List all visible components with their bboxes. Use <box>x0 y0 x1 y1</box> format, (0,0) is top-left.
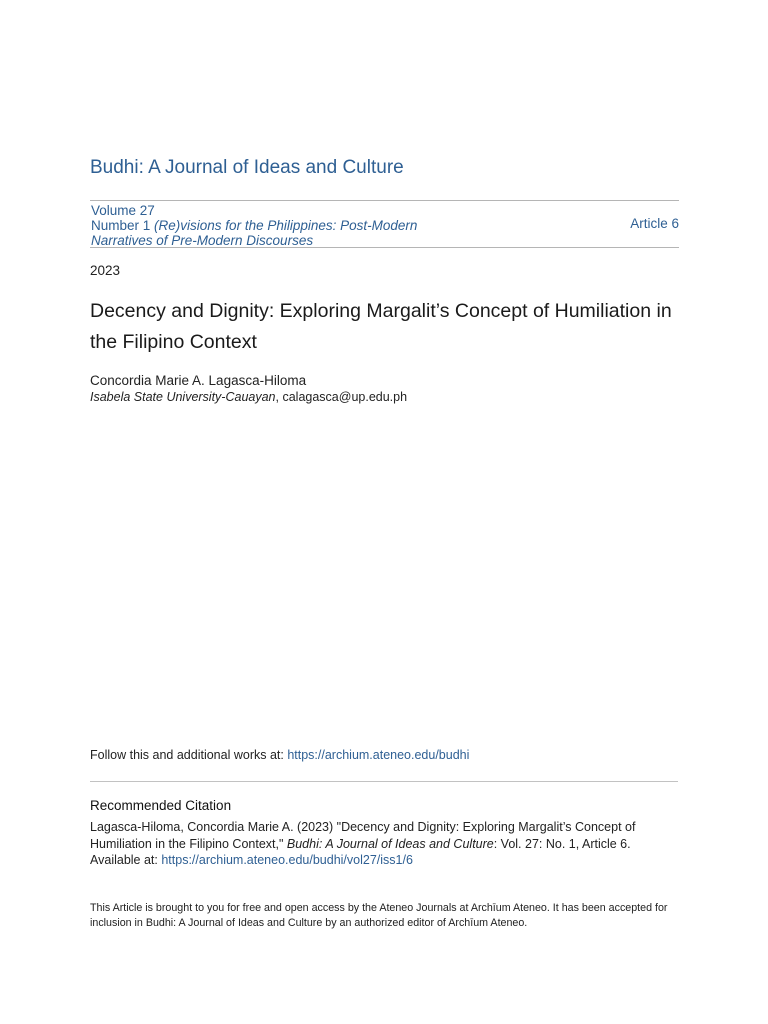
article-title: Decency and Dignity: Exploring Margalit’s Concept of Humiliation in the Filipino Context <box>90 300 672 353</box>
available-at-label: Available at: <box>90 853 162 867</box>
citation-volume: : Vol. 27: No. 1, Article 6. <box>493 836 631 851</box>
article-number-link[interactable]: Article 6 <box>630 216 679 231</box>
citation-text <box>90 819 650 869</box>
section-divider <box>90 781 678 782</box>
recommended-citation-heading: Recommended Citation <box>90 798 232 813</box>
affiliation-separator: , <box>275 390 283 404</box>
author-email: calagasca@up.edu.ph <box>282 390 408 404</box>
author-name: Concordia Marie A. Lagasca-Hiloma <box>90 373 307 388</box>
issue-details <box>91 203 421 248</box>
issue-title: (Re)visions for the Philippines: Post-Modern Narratives of Pre-Modern Discourses <box>91 218 418 248</box>
publication-year: 2023 <box>90 263 121 278</box>
citation-journal: Budhi: A Journal of Ideas and Culture <box>286 836 494 851</box>
citation-link[interactable]: https://archium.ateneo.edu/budhi/vol27/iss1/6 <box>161 853 413 867</box>
issue-number-label: Number 1 <box>91 218 151 233</box>
author-affiliation <box>90 390 407 404</box>
volume-link[interactable]: Volume 27 <box>91 203 155 218</box>
citation-body: Lagasca-Hiloma, Concordia Marie A. (2023) "Decency and Dignity: Exploring Margalit’s Concept of Humiliation in the Filipino Context," <box>90 820 636 851</box>
issue-info <box>90 200 679 248</box>
follow-line <box>90 748 469 762</box>
follow-link[interactable]: https://archium.ateneo.edu/budhi <box>287 748 470 762</box>
access-notice: This Article is brought to you for free and open access by the Ateneo Journals at Archīum Ateneo. It has been accepted for inclusion in Budhi: A Journal of Ideas and Culture by an authorized editor of Archīum Ateneo. <box>90 902 668 929</box>
issue-number-link[interactable] <box>91 218 417 248</box>
follow-text: Follow this and additional works at: <box>90 748 288 762</box>
journal-title-link[interactable]: Budhi: A Journal of Ideas and Culture <box>90 157 404 178</box>
affiliation-name: Isabela State University-Cauayan <box>90 390 276 404</box>
